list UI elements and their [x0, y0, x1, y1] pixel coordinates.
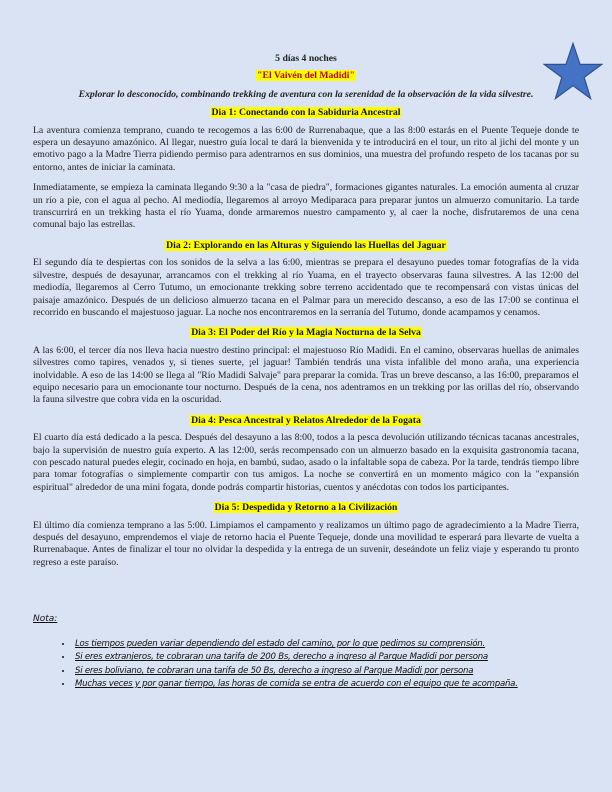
day-1-heading — [33, 107, 579, 119]
tour-name-wrap — [33, 70, 579, 82]
day-4-paragraph: El cuarto día está dedicado a la pesca. Después del desayuno a las 8:00, todos a la pesca devolución utilizando técnicas tacanas ancestrales, bajo la supervisión de nuestro guía experto. A las 12:00, serás recompensado con un almuerzo basado en la exquisita gastronomía tacana, con pescado natural puedes elegir, cocinado en hoja, en bambú, sudao, asado o la infaltable sopa de cabeza. Por la tarde, tendrás tiempo libre para tomar fotografías o simplemente compartir con tus amigos. La noche se convertirá en un momento mágico con la "expansión espiritual" alrededor de una mini fogata, donde podrás compartir historias, cuentos y anécdotas con todos los participantes. — [33, 432, 579, 493]
note-label: Nota: — [33, 614, 58, 624]
day-4-heading — [33, 415, 579, 427]
day-3-heading — [33, 327, 579, 339]
day-1-paragraph-2: Inmediatamente, se empieza la caminata llegando 9:30 a la "casa de piedra", formaciones gigantes naturales. La emoción aumenta al cruzar un río a pie, con el agua al pecho. Al mediodía, llegaremos al arroyo Mediparaca para preparar juntos un almuerzo comunitario. La tarde transcurrirá en un trekking hasta el río Yuama, donde armaremos nuestro campamento y, al caer la noche, disfrutaremos de una cena comunal bajo las estrellas. — [33, 182, 579, 231]
document-body — [33, 53, 579, 577]
note-item: • Los tiempos pueden variar dependiendo del estado del camino, por lo que pedimos su comprensión. — [73, 638, 518, 651]
tagline: Explorar lo desconocido, combinando trekking de aventura con la serenidad de la observación de la vida silvestre. — [78, 88, 534, 100]
note-item: • Si eres extranjeros, te cobraran una tarifa de 200 Bs, derecho a ingreso al Parque Madidi por persona — [73, 651, 518, 664]
day-1-title: Dia 1: Conectando con la Sabiduria Ancestral — [211, 107, 401, 119]
day-5-paragraph: El último día comienza temprano a las 5:00. Limpiamos el campamento y realizamos un último pago de agradecimiento a la Madre Tierra, después del desayuno, emprendemos el viaje de retorno hacia el Puente Tequeje, donde una movilidad te esperará para llevarte de vuelta a Rurrenabaque. Antes de finalizar el tour no olvidar la despedida y la entrega de un suvenir, deseándote un feliz viaje y esperando tu pronto regreso a este paraíso. — [33, 519, 579, 568]
note-list — [33, 638, 518, 691]
day-4-title: Dia 4: Pesca Ancestral y Relatos Alrededor de la Fogata — [191, 414, 421, 426]
day-2-heading — [33, 240, 579, 252]
duration-title: 5 días 4 noches — [275, 53, 337, 64]
note-section — [33, 614, 518, 691]
day-2-paragraph: El segundo día te despiertas con los sonidos de la selva a las 6:00, mientras se prepara el desayuno puedes tomar fotografías de la vida silvestre, después de desayunar, arrancamos con el trekking al río Yuama, en el trayecto observaras fauna silvestres. A las 12:00 del mediodía, llegaremos al Cerro Tutumo, un emocionante trekking sobre terreno accidentado que te recompensará con vistas únicas del paisaje amazónico. Después de un delicioso almuerzo tacana en el Palmar para un merecido descanso, a eso de las 17:00 se continua el recorrido en buscando el majestuoso jaguar. La noche nos encontraremos en la serranía del Tutumo, donde acampamos y cenamos. — [33, 257, 579, 318]
day-5-title: Dia 5: Despedida y Retorno a la Civilización — [214, 502, 398, 514]
tour-name: "El Vaivén del Madidi" — [257, 70, 355, 82]
note-item: • Si eres boliviano, te cobraran una tarifa de 50 Bs, derecho a ingreso al Parque Madidi por persona — [73, 665, 518, 678]
day-2-title: Dia 2: Explorando en las Alturas y Siguiendo las Huellas del Jaguar — [166, 239, 446, 251]
day-3-title: Dia 3: El Poder del Río y la Magia Nocturna de la Selva — [191, 327, 421, 339]
day-1-paragraph-1: La aventura comienza temprano, cuando te recogemos a las 6:00 de Rurrenabaque, que a las 8:00 estarás en el Puente Tequeje donde te espera un desayuno amazónico. Al llegar, nuestro guía local te dará la bienvenida y te introducirá en el tour, un rito al jichi del monte y un emotivo pago a la Madre Tierra pidiendo permiso para adentrarnos en sus dominios, una muestra del profundo respeto de los tacanas por su entorno, antes de iniciar la caminata. — [33, 124, 579, 173]
day-5-heading — [33, 502, 579, 514]
day-3-paragraph: A las 6:00, el tercer día nos lleva hacia nuestro destino principal: el majestuoso Río Madidi. En el camino, observaras huellas de animales silvestres como tapires, venados y, si tienes suerte, ¡el jaguar! También tendrás una vista infalible del mono araña, una experiencia inolvidable. A eso de las 14:00 se llega al "Río Madidi Salvaje" para preparar la comida. Tras un breve descanso, a las 16:00, preparamos el equipo necesario para un emocionante tour nocturno. Después de la cena, nos adentramos en un trekking por las orillas del río, observando la fauna silvestre que cobra vida en la oscuridad. — [33, 344, 579, 406]
note-item: • Muchas veces y por ganar tiempo, las horas de comida se entra de acuerdo con el equipo que te acompaña. — [73, 678, 518, 691]
